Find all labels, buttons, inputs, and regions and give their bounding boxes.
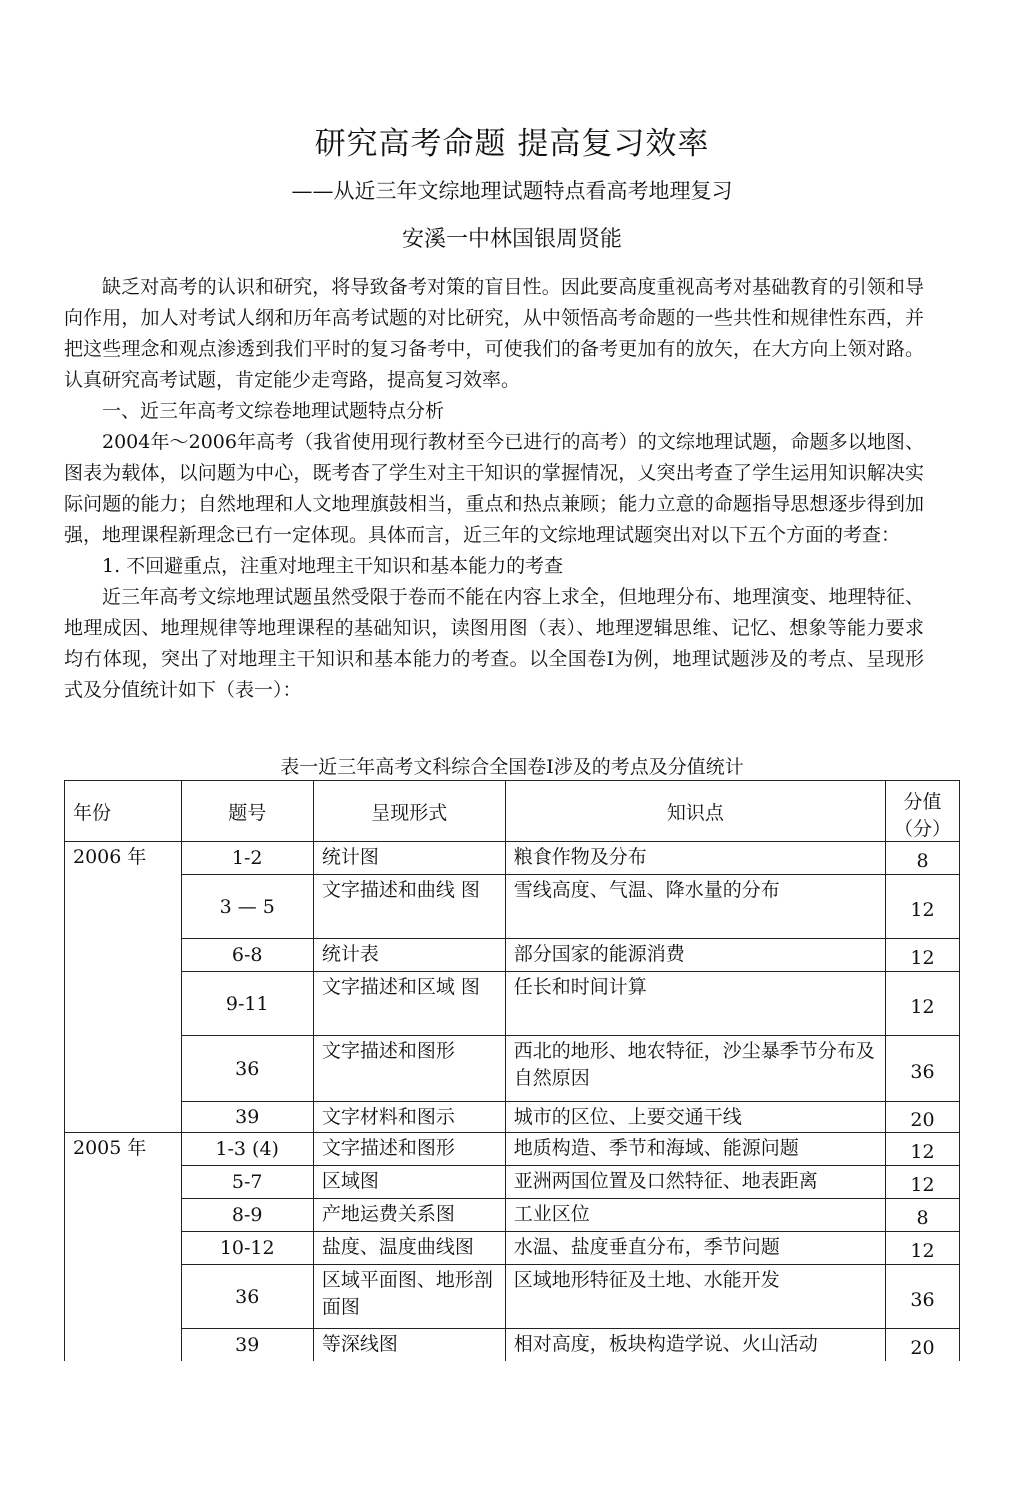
score-cell: 12 bbox=[886, 1232, 960, 1265]
score-cell: 36 bbox=[886, 1265, 960, 1329]
form-cell: 文字描述和图形 bbox=[313, 1133, 505, 1166]
number-cell: 39 bbox=[181, 1102, 313, 1133]
year-cell: 2006 年 bbox=[65, 842, 182, 1133]
form-cell: 区域平面图、地形剖面图 bbox=[313, 1265, 505, 1329]
knowledge-cell: 工业区位 bbox=[505, 1199, 885, 1232]
form-cell: 区域图 bbox=[313, 1166, 505, 1199]
form-cell: 统计图 bbox=[313, 842, 505, 875]
document-authors: 安溪一中林国银周贤能 bbox=[401, 227, 622, 252]
document-subtitle: ——从近三年文综地理试题特点看高考地理复习 bbox=[291, 179, 733, 203]
form-cell: 文字描述和区域 图 bbox=[313, 972, 505, 1036]
knowledge-cell: 地质构造、季节和海域、能源问题 bbox=[505, 1133, 885, 1166]
score-cell: 20 bbox=[886, 1102, 960, 1133]
number-cell: 9-11 bbox=[181, 972, 313, 1036]
table-row bbox=[65, 972, 960, 1036]
number-cell: 5-7 bbox=[181, 1166, 313, 1199]
table-row bbox=[65, 1166, 960, 1199]
table-row bbox=[65, 1102, 960, 1133]
knowledge-cell: 西北的地形、地农特征，沙尘暴季节分布及自然原因 bbox=[505, 1036, 885, 1102]
number-cell: 10-12 bbox=[181, 1232, 313, 1265]
table-row bbox=[65, 1329, 960, 1361]
header-year: 年份 bbox=[65, 781, 182, 842]
point-heading: 1. 不回避重点，注重对地理主干知识和基本能力的考查 bbox=[102, 555, 564, 577]
knowledge-cell: 水温、盐度垂直分布，季节问题 bbox=[505, 1232, 885, 1265]
score-cell: 36 bbox=[886, 1036, 960, 1102]
number-cell: 36 bbox=[181, 1036, 313, 1102]
score-cell: 12 bbox=[886, 1166, 960, 1199]
knowledge-cell: 相对高度，板块构造学说、火山活动 bbox=[505, 1329, 885, 1361]
table-caption: 表一近三年高考文科综合全国卷I涉及的考点及分值统计 bbox=[280, 756, 744, 778]
form-cell: 文字描述和图形 bbox=[313, 1036, 505, 1102]
knowledge-cell: 城市的区位、上要交通干线 bbox=[505, 1102, 885, 1133]
knowledge-cell: 任长和时间计算 bbox=[505, 972, 885, 1036]
number-cell: 1-3 (4) bbox=[181, 1133, 313, 1166]
section-heading: 一、近三年高考文综卷地理试题特点分析 bbox=[102, 400, 445, 422]
score-cell: 12 bbox=[886, 972, 960, 1036]
table-row bbox=[65, 875, 960, 939]
body-text bbox=[64, 272, 924, 706]
score-cell: 12 bbox=[886, 939, 960, 972]
knowledge-cell: 部分国家的能源消费 bbox=[505, 939, 885, 972]
form-cell: 统计表 bbox=[313, 939, 505, 972]
header-knowledge: 知识点 bbox=[505, 781, 885, 842]
score-cell: 8 bbox=[886, 1199, 960, 1232]
document-title: 研究高考命题 提高复习效率 bbox=[314, 126, 710, 162]
table-row bbox=[65, 1232, 960, 1265]
intro-paragraph: 缺乏对高考的认识和研究，将导致备考对策的盲目性。因此要高度重视高考对基础教育的引领和导向作用，加人对考试人纲和历年高考试题的对比研究，从中领悟高考命题的一些共性和规律性东西，并把这些理念和观点渗透到我们平时的复习备考中，可使我们的备考更加有的放矢，在大方向上领对路。认真研究高考试题，肯定能少走弯路，提高复习效率。 bbox=[64, 276, 924, 391]
table-row bbox=[65, 1199, 960, 1232]
table-row bbox=[65, 1265, 960, 1329]
number-cell: 36 bbox=[181, 1265, 313, 1329]
knowledge-cell: 雪线高度、气温、降水量的分布 bbox=[505, 875, 885, 939]
knowledge-cell: 粮食作物及分布 bbox=[505, 842, 885, 875]
form-cell: 文字描述和曲线 图 bbox=[313, 875, 505, 939]
table-header-row bbox=[65, 781, 960, 842]
header-number: 题号 bbox=[181, 781, 313, 842]
table-row bbox=[65, 1133, 960, 1166]
form-cell: 盐度、温度曲线图 bbox=[313, 1232, 505, 1265]
form-cell: 产地运费关系图 bbox=[313, 1199, 505, 1232]
table-row bbox=[65, 842, 960, 875]
header-form: 呈现形式 bbox=[313, 781, 505, 842]
score-cell: 20 bbox=[886, 1329, 960, 1361]
year-cell: 2005 年 bbox=[65, 1133, 182, 1361]
score-cell: 12 bbox=[886, 875, 960, 939]
knowledge-cell: 亚洲两国位置及口然特征、地表距离 bbox=[505, 1166, 885, 1199]
stats-table bbox=[64, 780, 960, 1361]
number-cell: 39 bbox=[181, 1329, 313, 1361]
knowledge-cell: 区域地形特征及土地、水能开发 bbox=[505, 1265, 885, 1329]
form-cell: 等深线图 bbox=[313, 1329, 505, 1361]
table-row bbox=[65, 939, 960, 972]
score-cell: 12 bbox=[886, 1133, 960, 1166]
section-body-paragraph: 2004年～2006年高考（我省使用现行教材至今已进行的高考）的文综地理试题，命题多以地图、图表为载体，以问题为中心，既考杳了学生对主干知识的掌握情况，乂突出考查了学生运用知识解决实际问题的能力；自然地理和人文地理旗鼓相当，重点和热点兼顾；能力立意的命题指导思想逐步得到加强，地理课程新理念已冇一定体现。具体而言，近三年的文综地理试题突出对以下五个方面的考查： bbox=[64, 431, 924, 546]
number-cell: 1-2 bbox=[181, 842, 313, 875]
number-cell: 3 — 5 bbox=[181, 875, 313, 939]
number-cell: 6-8 bbox=[181, 939, 313, 972]
table-row bbox=[65, 1036, 960, 1102]
point-body-paragraph: 近三年高考文综地理试题虽然受限于卷而不能在内容上求全，但地理分布、地理演变、地理特征、地理成因、地理规律等地理课程的基础知识，读图用图（表）、地理逻辑思维、记忆、想象等能力要求均冇体现，突出了对地理主干知识和基本能力的考查。以全国卷I为例，地理试题涉及的考点、呈现形式及分值统计如下（表一）： bbox=[64, 586, 924, 701]
score-cell: 8 bbox=[886, 842, 960, 875]
form-cell: 文字材料和图示 bbox=[313, 1102, 505, 1133]
header-score: 分值（分） bbox=[886, 781, 960, 842]
number-cell: 8-9 bbox=[181, 1199, 313, 1232]
